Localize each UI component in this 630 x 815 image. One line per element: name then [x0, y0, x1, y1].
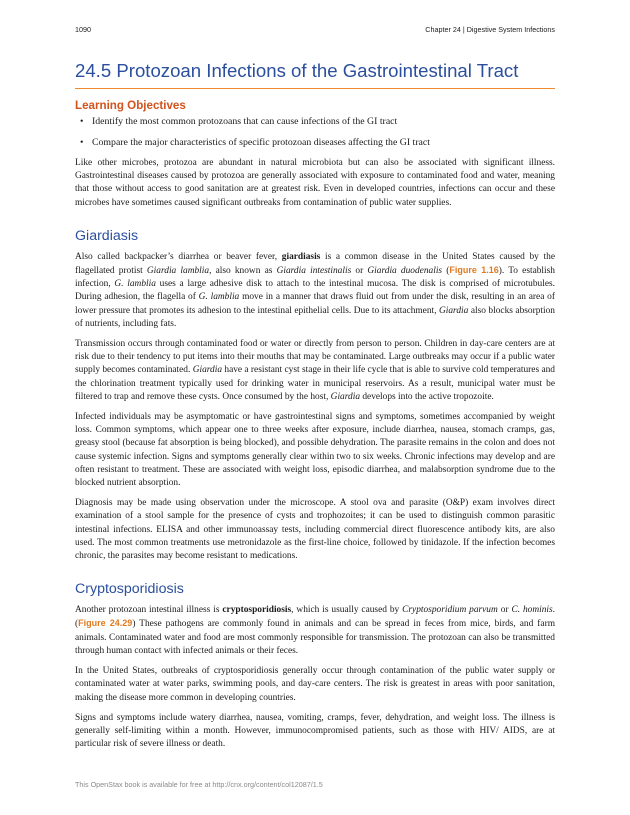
objectives-list	[75, 115, 555, 149]
giardiasis-heading: Giardiasis	[75, 227, 139, 244]
cryptosporidiosis-heading: Cryptosporidiosis	[75, 581, 184, 598]
giardiasis-paragraph-4: Diagnosis may be made using observation under the microscope. A stool ova and parasite (O&P) exam involves direct examination of a stool sample for the presence of cysts and trophozoites; it can be used to distinguish common parasitic intestinal infections. ELISA and other immunoassay tests, including commercial direct fluorescence antibody kits, are also used. The most common treatments use metronidazole as the first-line choice, followed by tinidazole. If the infection becomes chronic, the parasites may become resistant to medications.	[75, 498, 555, 562]
giardiasis-paragraph-3: Infected individuals may be asymptomatic or have gastrointestinal signs and symptoms, sometimes accompanied by weight loss. Common symptoms, which appear one to three weeks after exposure, include diarrhea, nausea, stomach cramps, gas, greasy stool (because fat absorption is being blocked), and possible dehydration. The parasite remains in the colon and does not cause systemic infection. Signs and symptoms generally clear within two to six weeks. Chronic infections may develop and are often resistant to treatment. These are associated with weight loss, episodic diarrhea, and malabsorption syndrome due to the blocked nutrient absorption.	[75, 412, 555, 489]
learning-objectives	[75, 99, 555, 149]
learning-objectives-heading: Learning Objectives	[75, 99, 186, 112]
objective-item: • Identify the most common protozoans that can cause infections of the GI tract	[92, 115, 555, 128]
chapter-title: Chapter 24 | Digestive System Infections	[425, 25, 555, 34]
page-content	[75, 60, 555, 758]
cryptosporidiosis-paragraph-3: Signs and symptoms include watery diarrhea, nausea, vomiting, cramps, fever, dehydration, and weight loss. The illness is generally self-limiting within a month. However, immunocompromised patients, such as those with HIV/ AIDS, are at particular risk of severe illness or death.	[75, 712, 555, 750]
term-giardiasis: giardiasis	[281, 251, 321, 262]
page-footer[interactable]: This OpenStax book is available for free at http://cnx.org/content/col12087/1.5	[75, 780, 323, 789]
giardiasis-paragraph-2: Transmission occurs through contaminated food or water or directly from person to person. Children in day-care centers are at risk due to their tendency to put items into their mouths that may be contaminated. Large outbreaks may occur if a public water supply becomes contaminated. Giardia have a resistant cyst stage in their life cycle that is able to survive cold temperatures and the chlorination treatment typically used for drinking water in municipal reservoirs. As a result, municipal water must be filtered to trap and remove these cysts. Once consumed by the host, Giardia develops into the active tropozoite.	[75, 339, 555, 402]
objective-item: • Compare the major characteristics of specific protozoan diseases affecting the GI tract	[92, 136, 555, 149]
cryptosporidiosis-paragraph-1: Another protozoan intestinal illness is cryptosporidiosis, which is usually caused by Cryptosporidium parvum or C. hominis. (Figure 24.29) These pathogens are commonly found in animals and can be spread in feces from mice, birds, and farm animals. Contaminated water and food are most commonly responsible for transmission. The protozoan can also be transmitted through human contact with infected animals or their feces.	[75, 605, 555, 656]
giardiasis-paragraph-1: Also called backpacker’s diarrhea or beaver fever, giardiasis is a common disease in the United States caused by the flagellated protist Giardia lamblia, also known as Giardia intestinalis or Giardia duodenalis (Figure 1.16). To establish infection, G. lamblia uses a large adhesive disk to attach to the intestinal mucosa. The disk is comprised of microtubules. During adhesion, the flagella of G. lamblia move in a manner that draws fluid out from under the disk, resulting in an area of lower pressure that promotes its adhesion to the intestinal epithelial cells. Due to its attachment, Giardia also blocks absorption of nutrients, including fats.	[75, 251, 555, 329]
figure-link-24-29[interactable]: Figure 24.29	[78, 618, 133, 629]
intro-paragraph: Like other microbes, protozoa are abundant in natural microbiota but can also be associated with significant illness. Gastrointestinal diseases caused by protozoa are generally associated with exposure to contaminated food and water, meaning that those without access to good sanitation are at greatest risk. Even in developed countries, infections can occur and these microbes have sometimes caused significant outbreaks from contamination of public water supplies.	[75, 158, 555, 208]
section-title: 24.5 Protozoan Infections of the Gastrointestinal Tract	[75, 60, 555, 89]
figure-link-1-16[interactable]: Figure 1.16	[449, 265, 499, 276]
cryptosporidiosis-paragraph-2: In the United States, outbreaks of cryptosporidiosis generally occur through contamination of the public water supply or contaminated water at water parks, swimming pools, and day-care centers. The risk is greatest in areas with poor sanitation, making the disease more common in developing countries.	[75, 666, 555, 703]
term-cryptosporidiosis: cryptosporidiosis	[222, 605, 292, 616]
page-number: 1090	[75, 25, 91, 34]
page-header	[75, 25, 555, 34]
